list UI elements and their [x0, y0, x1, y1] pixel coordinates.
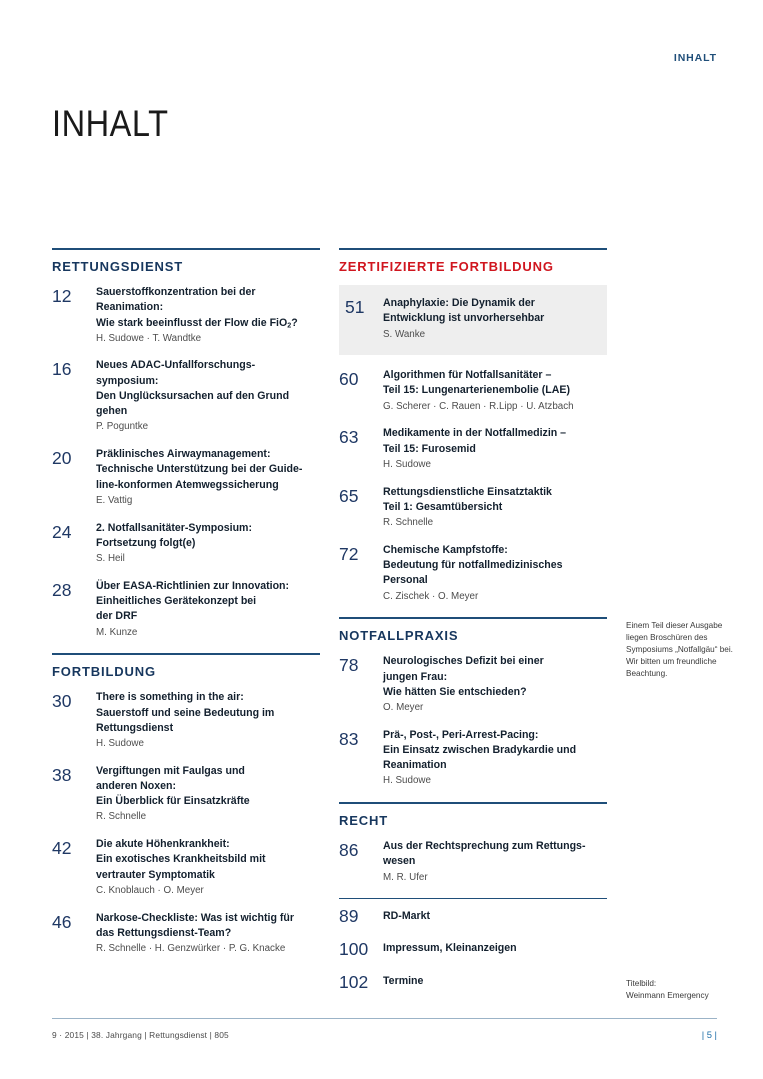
toc-entry-title: Termine	[383, 974, 424, 987]
toc-entry-authors: H. Sudowe	[383, 458, 431, 470]
toc-entry[interactable]	[52, 447, 320, 507]
toc-entry-body	[383, 296, 597, 341]
toc-entry[interactable]	[52, 764, 320, 824]
toc-entry-page-number: 83	[339, 728, 359, 749]
toc-section-heading: NOTFALLPRAXIS	[339, 628, 459, 644]
margin-note-cover-credit	[626, 978, 738, 1002]
toc-entry-body	[96, 521, 320, 566]
toc-entry-title: Präklinisches Airwaymanagement: Technische Unterstützung bei der Guide- line-konformen Atemwegssicherung	[96, 448, 303, 491]
toc-entry-page-number: 30	[52, 691, 72, 712]
toc-entry-authors: R. Schnelle	[383, 517, 434, 529]
toc-entry-page-number: 60	[339, 369, 359, 390]
toc-entry-title: Rettungsdienstliche Einsatztaktik Teil 1: Gesamtübersicht	[383, 485, 552, 513]
toc-entry-authors: S. Wanke	[383, 328, 426, 340]
toc-entry-page-number: 12	[52, 286, 72, 306]
toc-entry[interactable]	[339, 543, 607, 603]
toc-entry-authors: P. Poguntke	[96, 421, 149, 433]
toc-entry-body	[96, 285, 320, 345]
toc-entry[interactable]	[339, 654, 607, 714]
toc-entry-body	[383, 839, 607, 884]
toc-entry-title: Vergiftungen mit Faulgas und anderen Noxen: Ein Überblick für Einsatzkräfte	[96, 764, 250, 808]
toc-entry-page-number: 65	[339, 485, 359, 506]
toc-section	[52, 653, 320, 956]
toc-entry-authors: H. Sudowe	[383, 775, 431, 787]
toc-entry[interactable]	[52, 579, 320, 639]
section-divider-rule	[339, 248, 607, 250]
toc-entry-body	[383, 368, 607, 413]
toc-entry-authors: C. Knoblauch · O. Meyer	[96, 884, 204, 896]
toc-entry-title: Sauerstoffkonzentration bei der Reanimation: Wie stark beeinflusst der Flow die FiO$_2$?	[96, 286, 298, 330]
toc-entry-body	[96, 358, 320, 434]
footer-issue-info: 9 · 2015 | 38. Jahrgang | Rettungsdienst | 805	[52, 1030, 229, 1040]
toc-entry-authors: M. Kunze	[96, 626, 138, 638]
toc-section-heading: RECHT	[339, 813, 389, 829]
toc-entry-page-number: 42	[52, 838, 72, 859]
toc-entry-authors: S. Heil	[96, 553, 125, 565]
toc-entry-page-number: 89	[339, 906, 359, 927]
toc-entry-authors: E. Vattig	[96, 494, 133, 506]
margin-note-insert: Einem Teil dieser Ausgabe liegen Broschüren des Symposiums „Notfallgäu“ bei. Wir bitten um freundliche Beachtung.	[626, 621, 733, 678]
toc-entry-page-number: 51	[345, 297, 365, 317]
toc-entry-body	[383, 909, 607, 924]
footer-page-number: | 5 |	[701, 1029, 717, 1040]
toc-entry-body	[383, 941, 607, 956]
toc-entry-title: Narkose-Checkliste: Was ist wichtig für das Rettungsdienst-Team?	[96, 911, 294, 939]
toc-entry-page-number: 63	[339, 427, 359, 448]
toc-entry[interactable]	[339, 938, 607, 960]
toc-entry-authors: H. Sudowe	[96, 738, 144, 750]
toc-entry-title: Neurologisches Defizit bei einer jungen Frau: Wie hätten Sie entschieden?	[383, 655, 544, 698]
toc-entry-authors: C. Zischek · O. Meyer	[383, 590, 479, 602]
toc-entry-page-number: 100	[339, 939, 369, 960]
toc-entry[interactable]	[339, 839, 607, 884]
toc-entry-page-number: 38	[52, 764, 72, 785]
toc-entry[interactable]	[52, 358, 320, 434]
toc-entry-page-number: 86	[339, 840, 359, 861]
toc-entry-page-number: 24	[52, 521, 72, 542]
toc-entry-authors: H. Sudowe · T. Wandtke	[96, 332, 202, 344]
toc-entry-body	[96, 579, 320, 639]
toc-entry-title: 2. Notfallsanitäter-Symposium: Fortsetzung folgt(e)	[96, 521, 252, 549]
toc-entry-title: RD-Markt	[383, 909, 431, 922]
toc-section	[339, 617, 607, 788]
toc-entry-body	[96, 447, 320, 507]
toc-entry[interactable]	[339, 368, 607, 413]
toc-entry[interactable]	[339, 485, 607, 530]
toc-entry-body	[383, 426, 607, 471]
toc-entry-page-number: 46	[52, 911, 72, 932]
toc-entry-body	[96, 837, 320, 897]
toc-entry-authors: R. Schnelle · H. Genzwürker · P. G. Knacke	[96, 943, 286, 955]
toc-entry-page-number: 72	[339, 543, 359, 564]
toc-entry-title: Chemische Kampfstoffe: Bedeutung für notfallmedizinisches Personal	[383, 543, 563, 587]
toc-entry-title: Die akute Höhenkrankheit: Ein exotisches Krankheitsbild mit vertrauter Symptomatik	[96, 838, 266, 881]
toc-entry-body	[383, 654, 607, 714]
toc-entry[interactable]	[339, 905, 607, 927]
toc-section	[339, 248, 607, 603]
toc-entry-page-number: 20	[52, 448, 72, 469]
toc-section-heading: RETTUNGSDIENST	[52, 259, 184, 274]
toc-section	[52, 248, 320, 639]
toc-entry-title: Impressum, Kleinanzeigen	[383, 942, 517, 955]
toc-entry-title: Aus der Rechtsprechung zum Rettungs- wesen	[383, 840, 586, 868]
toc-entry[interactable]	[52, 911, 320, 956]
toc-entry-body	[383, 728, 607, 788]
page-title: INHALT	[52, 103, 169, 144]
toc-entry-title: Über EASA-Richtlinien zur Innovation: Einheitliches Gerätekonzept bei der DRF	[96, 579, 290, 623]
toc-entry[interactable]	[52, 521, 320, 566]
toc-entry[interactable]	[339, 971, 607, 993]
section-divider-rule	[339, 802, 607, 804]
toc-back-matter	[339, 898, 607, 992]
cover-credit-value: Weinmann Emergency	[626, 990, 709, 1000]
section-divider-rule	[52, 653, 320, 655]
toc-entry-body	[96, 911, 320, 956]
toc-entry-body	[383, 543, 607, 603]
toc-entry-authors: O. Meyer	[383, 702, 424, 714]
toc-entry-authors: M. R. Ufer	[383, 871, 428, 883]
footer-divider	[52, 1018, 717, 1019]
toc-entry[interactable]	[339, 426, 607, 471]
toc-entry-title: Medikamente in der Notfallmedizin – Teil 15: Furosemid	[383, 427, 567, 455]
toc-section-heading: FORTBILDUNG	[52, 664, 156, 680]
toc-entry-page-number: 78	[339, 655, 359, 676]
toc-entry-title: Prä-, Post-, Peri-Arrest-Pacing: Ein Einsatz zwischen Bradykardie und Reanimation	[383, 728, 577, 772]
toc-entry-body	[383, 974, 607, 989]
toc-entry-body	[96, 690, 320, 750]
toc-entry-authors: R. Schnelle	[96, 811, 147, 823]
toc-entry-title: Algorithmen für Notfallsanitäter – Teil 15: Lungenarterienembolie (LAE)	[383, 369, 570, 397]
toc-entry-body	[383, 485, 607, 530]
toc-entry-page-number: 102	[339, 971, 369, 992]
toc-entry[interactable]	[339, 285, 607, 355]
toc-entry[interactable]	[52, 837, 320, 897]
toc-section	[339, 802, 607, 884]
toc-entry[interactable]	[339, 728, 607, 788]
cover-credit-label: Titelbild:	[626, 979, 657, 988]
toc-entry-title: Anaphylaxie: Die Dynamik der Entwicklung ist unvorhersehbar	[383, 297, 545, 325]
toc-entry-authors: G. Scherer · C. Rauen · R.Lipp · U. Atzbach	[383, 400, 574, 412]
toc-entry-page-number: 16	[52, 359, 72, 380]
toc-entry-title: There is something in the air: Sauerstoff und seine Bedeutung im Rettungsdienst	[96, 691, 275, 734]
toc-entry-page-number: 28	[52, 579, 72, 600]
toc-right-column	[339, 248, 607, 1003]
running-head: INHALT	[673, 52, 717, 64]
toc-entry[interactable]	[52, 690, 320, 750]
toc-entry-body	[96, 764, 320, 824]
toc-section-heading: ZERTIFIZIERTE FORTBILDUNG	[339, 259, 554, 274]
toc-entry-title: Neues ADAC-Unfallforschungs- symposium: Den Unglücksursachen auf den Grund gehen	[96, 359, 290, 418]
section-divider-rule	[52, 248, 320, 250]
toc-entry[interactable]	[52, 285, 320, 345]
toc-left-column	[52, 248, 320, 969]
section-divider-rule	[339, 617, 607, 619]
